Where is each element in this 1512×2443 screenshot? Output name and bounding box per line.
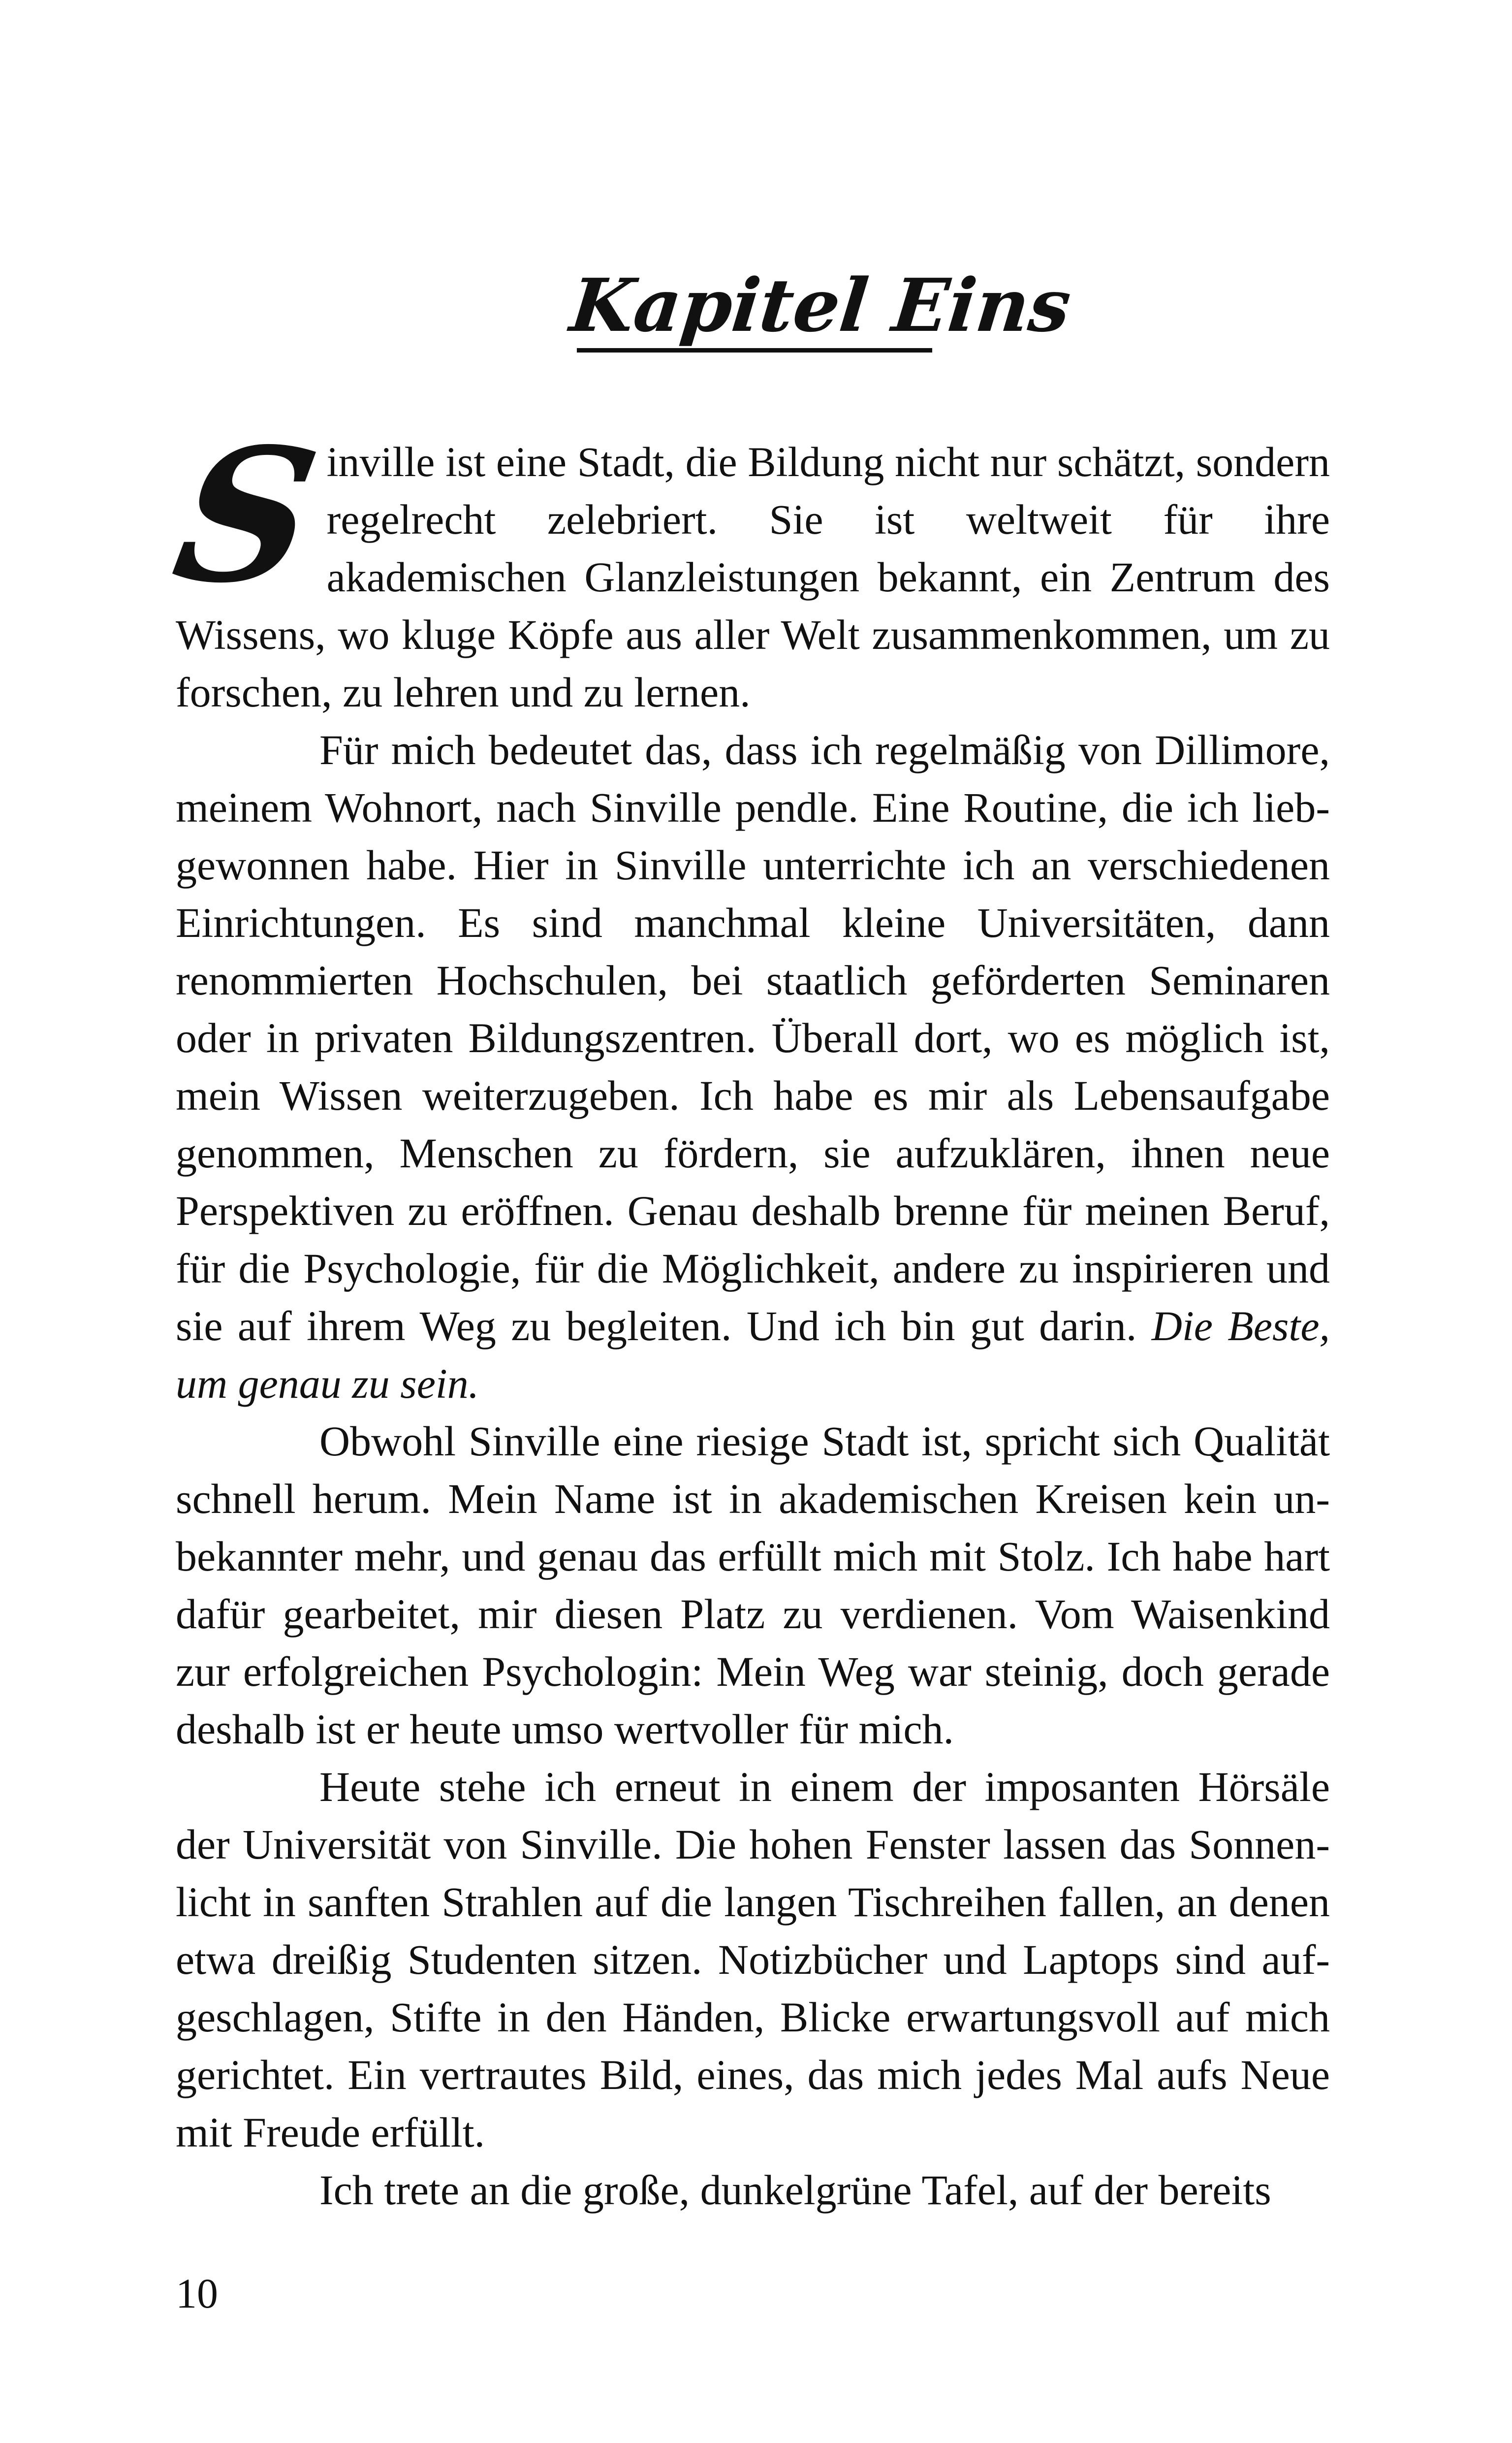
paragraph-2-emphasis: Die Beste, um genau zu sein. <box>176 1302 1330 1407</box>
page-number: 10 <box>176 2270 218 2317</box>
paragraph-3: Obwohl Sinville eine riesige Stadt ist, spricht sich Qualität schnell herum. Mein Name ist in akademischen Kreisen kein unbekannter mehr, und genau das erfüllt mich mit Stolz. Ich habe hart dafür gearbeitet, mir diesen Platz zu verdienen. Vom Waisenkind zur erfolgreichen Psychologin: Mein Weg war steinig, doch gerade deshalb ist er heute umso wertvoller für mich. <box>176 1417 1330 1753</box>
body-text <box>161 408 1330 2219</box>
paragraph-4: Heute stehe ich erneut in einem der imposanten Hörsäle der Universität von Sinville. Die hohen Fenster lassen das Sonnenlicht in sanften Strahlen auf die langen Tischreihen fallen, an denen etwa dreißig Studenten sitzen. Notizbücher und Laptops sind aufgeschlagen, Stifte in den Händen, Blicke erwartungsvoll auf mich gerichtet. Ein vertrautes Bild, eines, das mich jedes Mal aufs Neue mit Freude erfüllt. <box>176 1763 1330 2156</box>
drop-cap: S <box>161 408 331 623</box>
title-underline <box>577 348 932 353</box>
paragraph-1 <box>161 408 1330 721</box>
paragraph-1-text: inville ist eine Stadt, die Bildung nicht nur schätzt, sondern regelrecht zelebriert. Sie ist weltweit für ihre akademischen Glanzleistungen bekannt, ein Zentrum des Wissens, wo kluge Köpfe aus aller Welt zusammenkommen, um zu forschen, zu lehren und zu lernen. <box>176 438 1330 716</box>
paragraph-5: Ich trete an die große, dunkelgrüne Tafel, auf der bereits <box>319 2166 1271 2214</box>
chapter-title: Kapitel Eins <box>566 262 1075 348</box>
paragraph-2 <box>176 721 1330 1413</box>
paragraph-2-text: Für mich bedeutet das, dass ich regelmäßig von Dillimore, meinem Wohnort, nach Sinville pendle. Eine Routine, die ich liebgewonnen habe. Hier in Sinville unterrichte ich an verschiedenen Einrichtungen. Es sind manchmal kleine Universitäten, dann renommierten Hochschulen, bei staatlich geförderten Seminaren oder in privaten Bildungszentren. Überall dort, wo es möglich ist, mein Wissen weiterzugeben. Ich habe es mir als Lebensaufgabe genommen, Menschen zu fördern, sie aufzuklären, ihnen neue Perspektiven zu eröffnen. Genau deshalb brenne für meinen Beruf, für die Psychologie, für die Möglichkeit, andere zu inspirieren und sie auf ihrem Weg zu begleiten. Und ich bin gut darin. <box>176 726 1330 1350</box>
